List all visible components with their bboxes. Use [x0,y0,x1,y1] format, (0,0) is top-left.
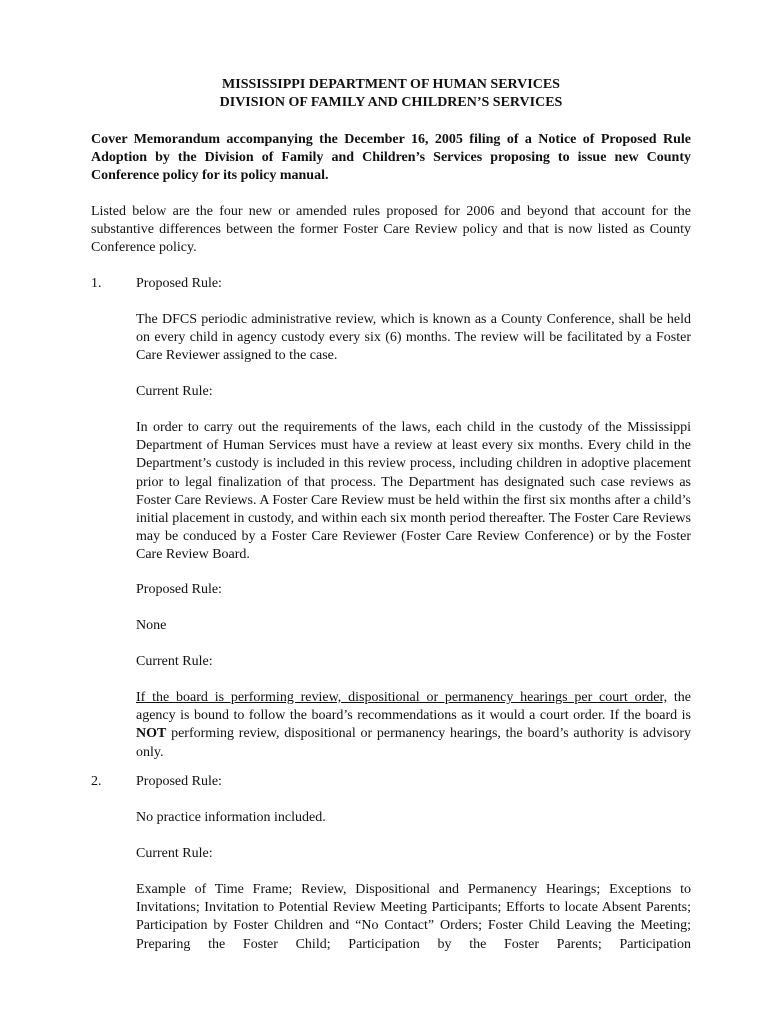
board-text-part: the agency is bound to follow the board’s recommendations as it would a court order. If the board is [136,690,691,724]
current-rule-board-text [136,689,691,762]
current-rule-label: Current Rule: [136,654,213,669]
proposed-rule-text: None [136,618,167,633]
proposed-rule-text: The DFCS periodic administrative review, which is known as a County Conference, shall be held on every child in agency custody every six (6) months. The review will be facilitated by a Foster Care Reviewer assigned to the case. [136,312,691,364]
memo-title: Cover Memorandum accompanying the December 16, 2005 filing of a Notice of Proposed Rule Adoption by the Division of Family and Children’s Services proposing to issue new County Conference policy for its policy manual. [91,132,691,184]
proposed-rule-label: Proposed Rule: [136,774,222,789]
underlined-court-order-clause: If the board is performing review, dispositional or permanency hearings per court order, [136,690,668,705]
emphasis-not: NOT [136,726,167,742]
item-number: 2. [91,774,102,789]
department-heading: MISSISSIPPI DEPARTMENT OF HUMAN SERVICES [222,77,560,92]
current-rule-text: Example of Time Frame; Review, Dispositional and Permanency Hearings; Exceptions to Invitations; Invitation to Potential Review Meeting Participants; Efforts to locate Absent Parents; Participation by Foster Children and “No Contact” Orders; Foster Child Leaving the Meeting; Preparing the Foster Child; Participation by the Foster Parents; Participation [136,882,691,952]
current-rule-label: Current Rule: [136,846,213,861]
proposed-rule-label: Proposed Rule: [136,276,222,291]
proposed-rule-label: Proposed Rule: [136,582,222,597]
board-text-part: performing review, dispositional or permanency hearings, the board’s authority is advisory only. [136,726,691,760]
current-rule-text: In order to carry out the requirements of the laws, each child in the custody of the Mississippi Department of Human Services must have a review at least every six months. Every child in the Department’s custody is included in this review process, including children in adoptive placement prior to legal finalization of that process. The Department has designated such case reviews as Foster Care Reviews. A Foster Care Review must be held within the first six months after a child’s initial placement in custody, and within each six month period thereafter. The Foster Care Reviews may be conduced by a Foster Care Reviewer (Foster Care Review Conference) or by the Foster Care Review Board. [136,420,691,563]
division-heading: DIVISION OF FAMILY AND CHILDREN’S SERVICES [219,95,563,110]
intro-paragraph: Listed below are the four new or amended rules proposed for 2006 and beyond that account for the substantive differences between the former Foster Care Review policy and that is now listed as County Conference policy. [91,204,691,256]
item-number: 1. [91,276,102,291]
proposed-rule-text: No practice information included. [136,810,326,825]
current-rule-label: Current Rule: [136,384,213,399]
